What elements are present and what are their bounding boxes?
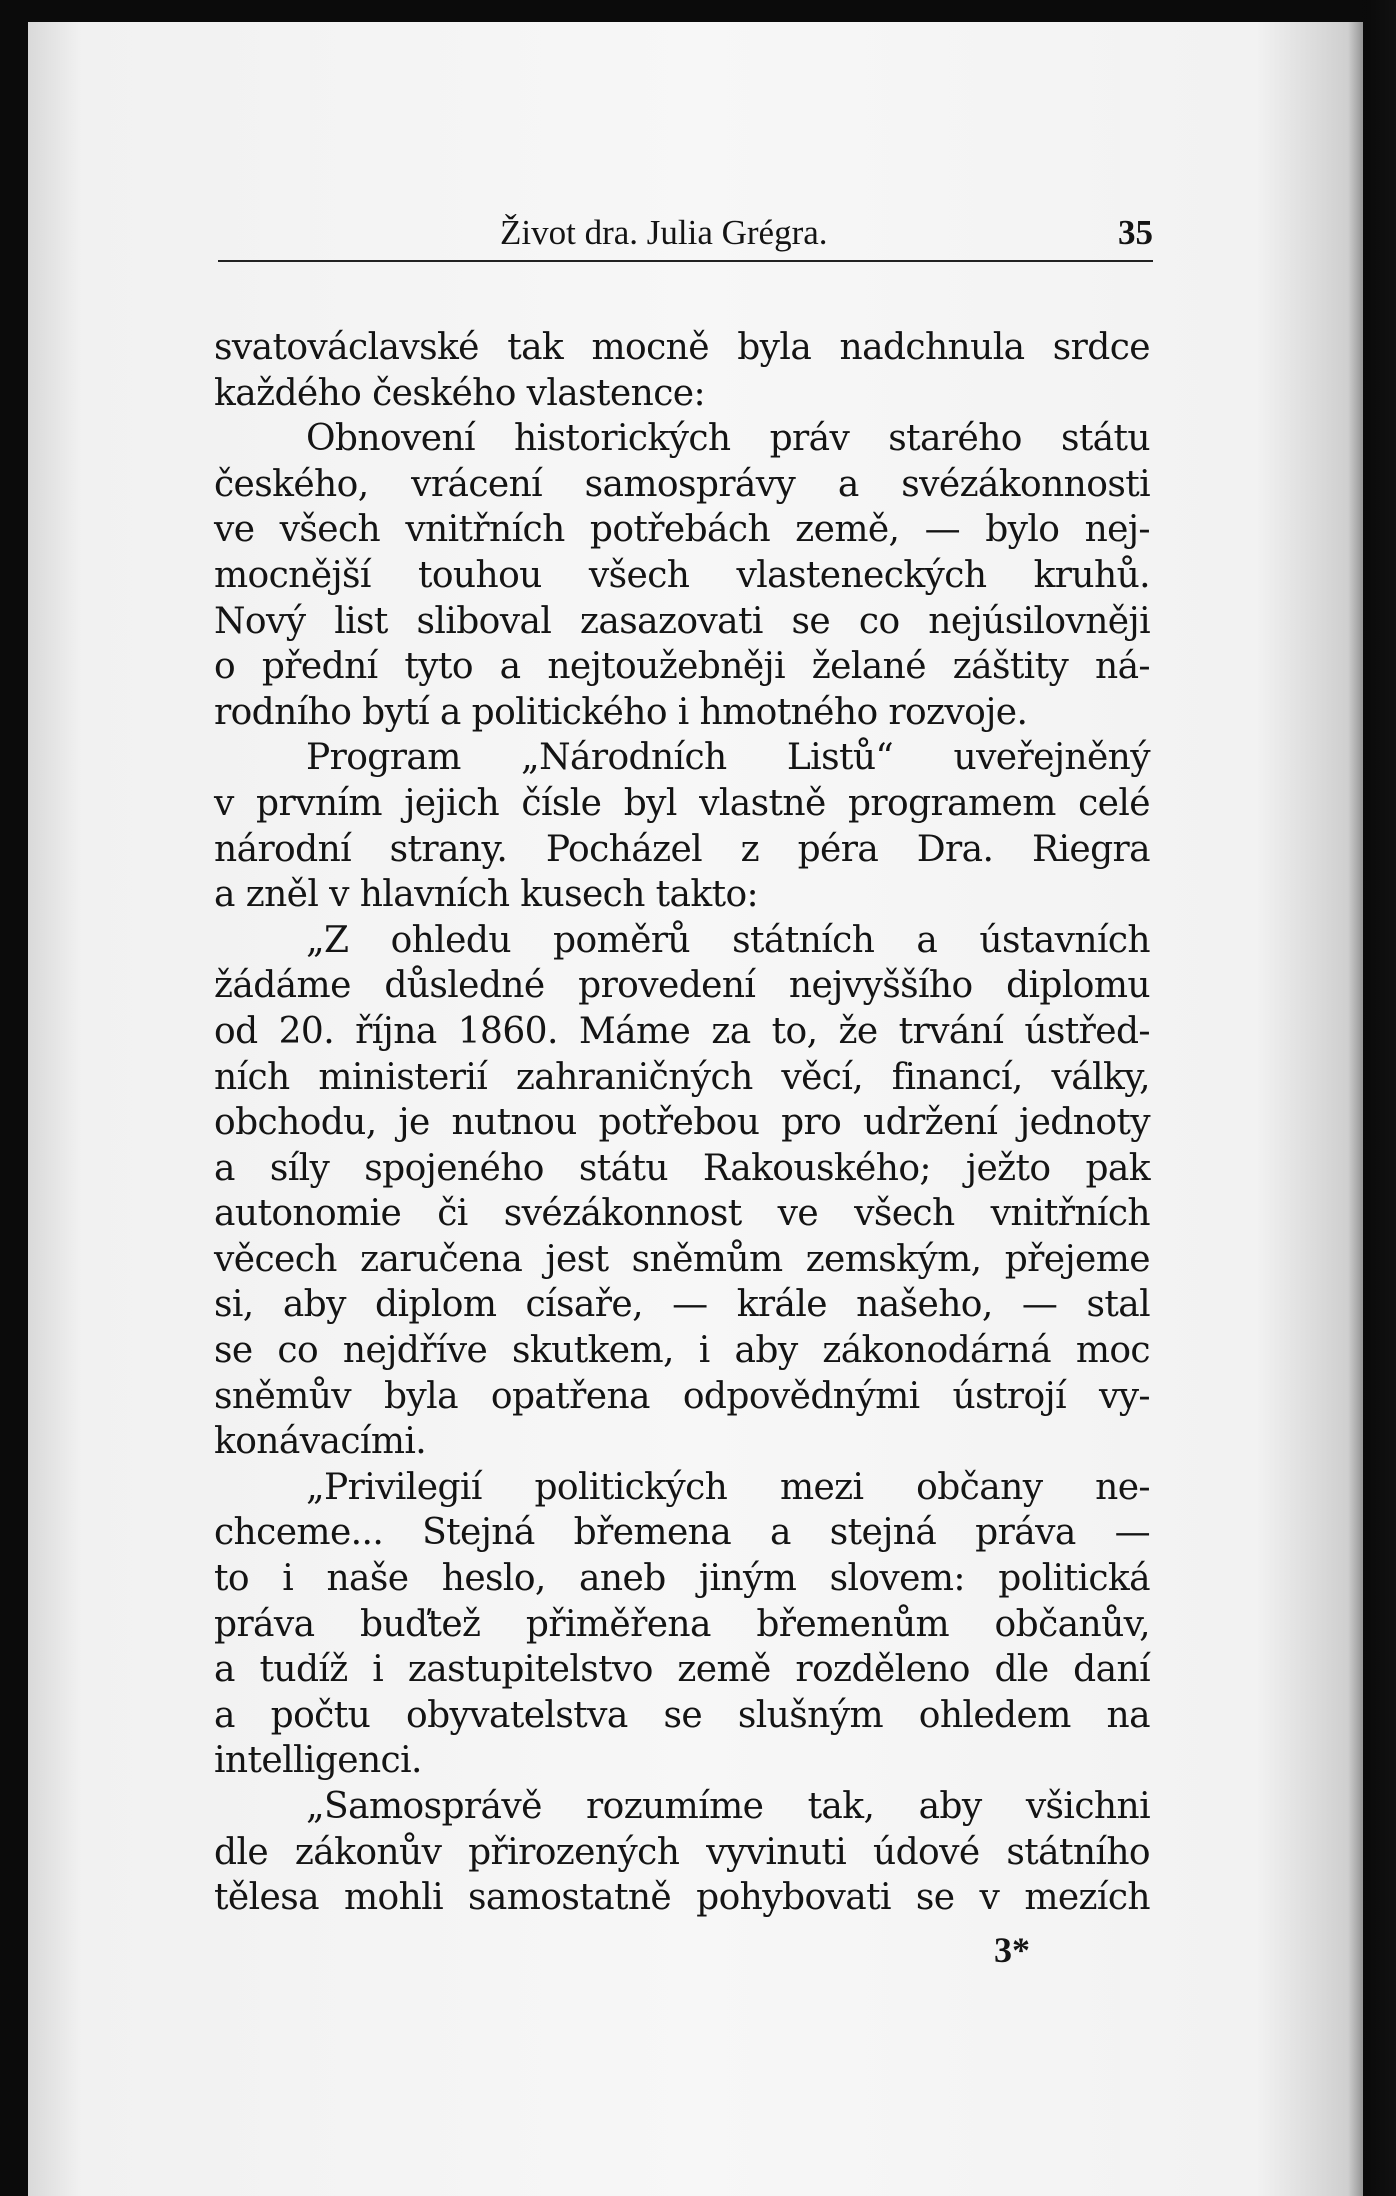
text-line: Program „Národních Listů“ uveřejněný: [306, 737, 1150, 779]
text-line: práva buďtež přiměřena břemenům občanův,: [214, 1603, 1150, 1645]
text-line: mocnější touhou všech vlasteneckých kruhů.: [214, 554, 1150, 596]
text-line: národní strany. Pocházel z péra Dra. Riegra: [214, 828, 1150, 870]
signature-mark: 3*: [994, 1930, 1030, 1970]
text-line: a počtu obyvatelstva se slušným ohledem na: [214, 1694, 1150, 1736]
text-line: tělesa mohli samostatně pohybovati se v mezích: [214, 1877, 1150, 1919]
text-line: věcech zaručena jest sněmům zemským, přejeme: [214, 1238, 1150, 1280]
text-line: autonomie či svézákonnost ve všech vnitřních: [214, 1193, 1150, 1235]
text-line: o přední tyto a nejtoužebněji želané záštity ná-: [214, 646, 1150, 688]
text-line: a síly spojeného státu Rakouského; ježto pak: [214, 1147, 1150, 1189]
text-line: rodního bytí a politického i hmotného rozvoje.: [214, 691, 1028, 733]
text-line: „Samosprávě rozumíme tak, aby všichni: [306, 1786, 1150, 1827]
text-line: obchodu, je nutnou potřebou pro udržení jednoty: [214, 1102, 1150, 1144]
text-line: svatováclavské tak mocně byla nadchnula srdce: [214, 327, 1150, 368]
text-line: ve všech vnitřních potřebách země, — bylo nej-: [214, 509, 1150, 551]
text-line: Nový list sliboval zasazovati se co nejúsilovněji: [214, 600, 1150, 642]
text-line: v prvním jejich čísle byl vlastně programem celé: [214, 782, 1150, 824]
text-line: a tudíž i zastupitelstvo země rozděleno dle daní: [214, 1649, 1150, 1691]
text-line: sněmův byla opatřena odpovědnými ústrojí vy-: [214, 1375, 1150, 1417]
text-line: a zněl v hlavních kusech takto:: [214, 874, 759, 916]
body-text: [214, 325, 1150, 1921]
text-line: intelligenci.: [214, 1740, 422, 1782]
page-number: 35: [1118, 213, 1153, 252]
text-line: dle zákonův přirozených vyvinuti údové státního: [214, 1831, 1150, 1873]
page-edge-shadow: [1348, 0, 1396, 2196]
text-line: si, aby diplom císaře, — krále našeho, — stal: [214, 1284, 1150, 1326]
text-line: ních ministerií zahraničných věcí, financí, války,: [214, 1056, 1150, 1098]
text-line: českého, vrácení samosprávy a svézákonnosti: [214, 463, 1150, 505]
text-line: „Privilegií politických mezi občany ne-: [306, 1466, 1150, 1508]
text-line: to i naše heslo, aneb jiným slovem: politická: [214, 1558, 1150, 1600]
paper-page: [28, 22, 1363, 2196]
running-header: [218, 210, 1153, 262]
text-line: od 20. října 1860. Máme za to, že trvání ústřed-: [214, 1010, 1150, 1052]
text-line: konávacími.: [214, 1421, 427, 1463]
text-line: žádáme důsledné provedení nejvyššího diplomu: [214, 965, 1150, 1007]
text-line: se co nejdříve skutkem, i aby zákonodárná moc: [214, 1330, 1150, 1372]
text-line: každého českého vlastence:: [214, 372, 706, 414]
running-title: Život dra. Julia Grégra.: [500, 213, 828, 252]
text-line: Obnovení historických práv starého státu: [306, 418, 1150, 460]
text-line: „Z ohledu poměrů státních a ústavních: [306, 919, 1150, 961]
text-line: chceme... Stejná břemena a stejná práva —: [214, 1512, 1150, 1554]
